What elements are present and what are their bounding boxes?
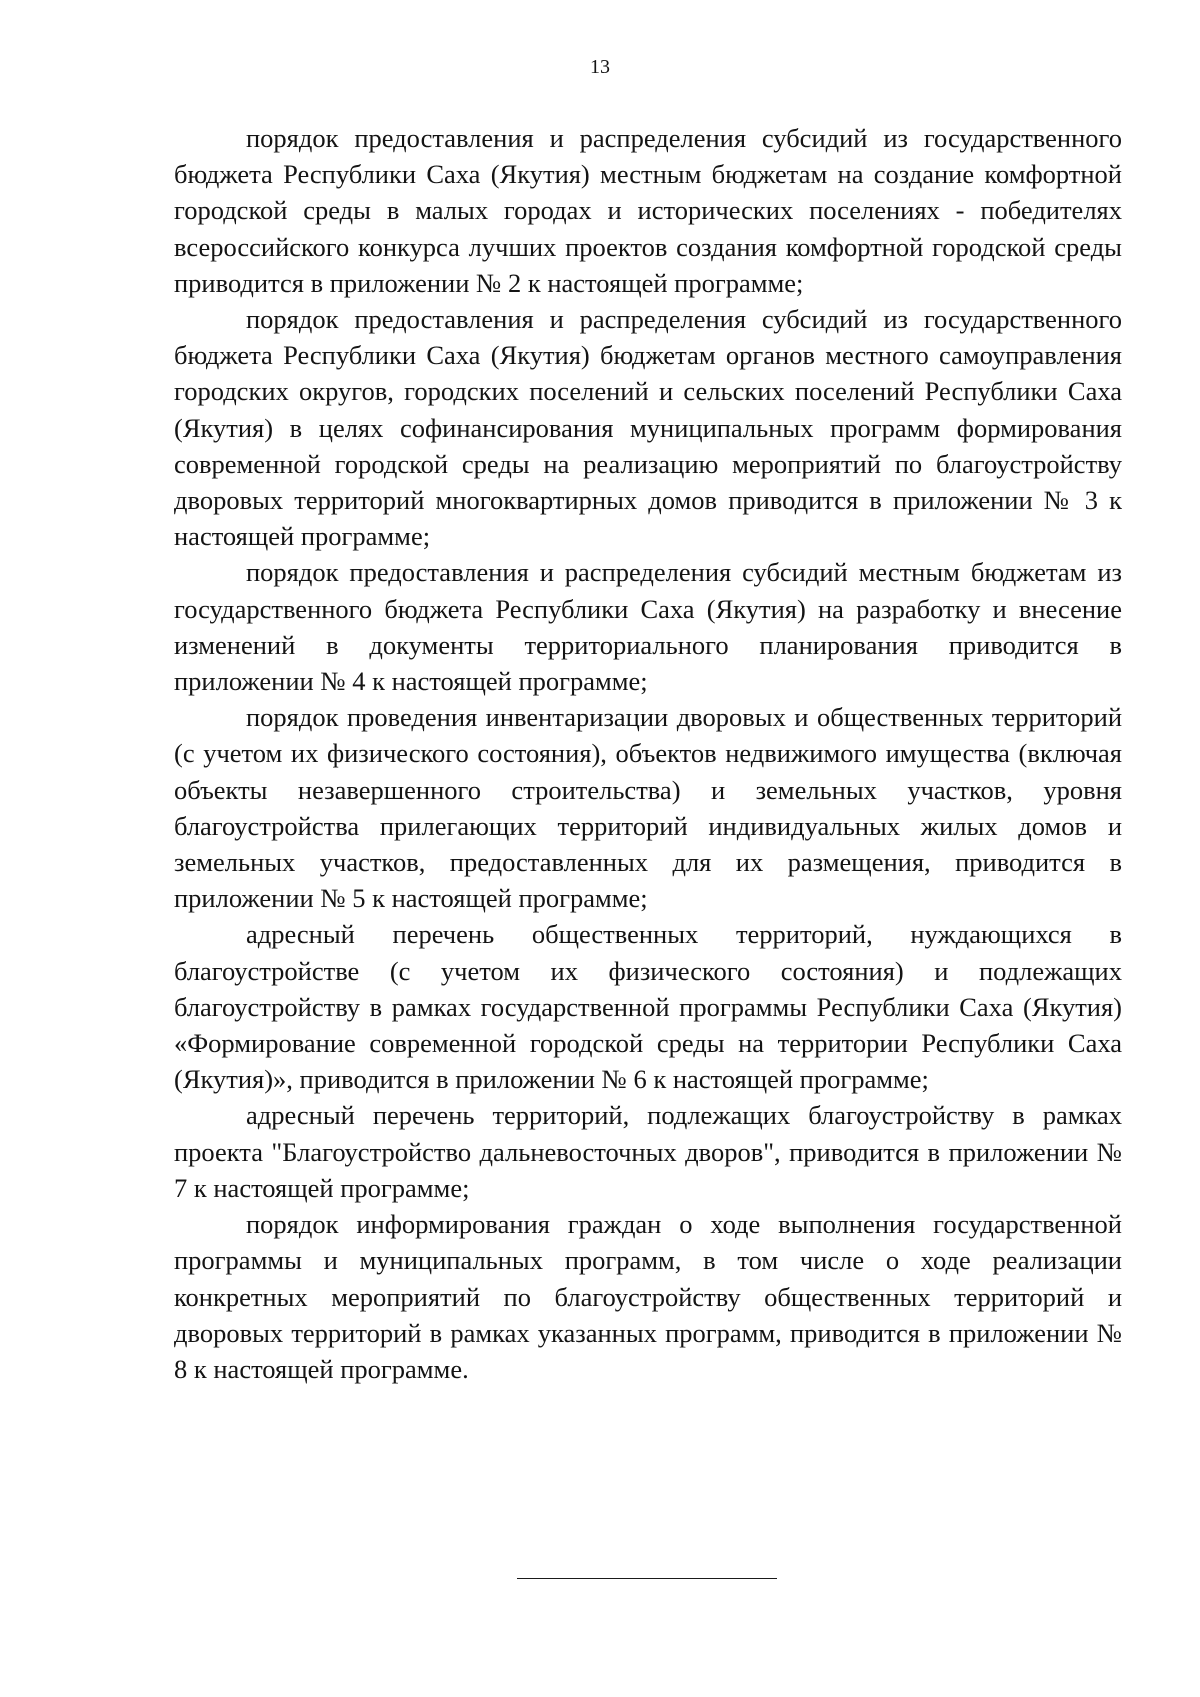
paragraph-appendix-5: порядок проведения инвентаризации дворовых и общественных территорий (с учетом их физического состояния), объектов недвижимого имущества (включая объекты незавершенного строительства) и земельных участков, уровня благоустройства прилегающих территорий индивидуальных жилых домов и земельных участков, предоставленных для их размещения, приводится в приложении № 5 к настоящей программе;: [174, 702, 1122, 914]
paragraph-appendix-3: порядок предоставления и распределения субсидий из государственного бюджета Республики Саха (Якутия) бюджетам органов местного самоуправления городских округов, городских поселений и сельских поселений Республики Саха (Якутия) в целях софинансирования муниципальных программ формирования современной городской среды на реализацию мероприятий по благоустройству дворовых территорий многоквартирных домов приводится в приложении № 3 к настоящей программе;: [174, 304, 1122, 552]
document-body: [174, 120, 1122, 1387]
end-of-document-rule: [517, 1578, 777, 1579]
paragraph-appendix-6: адресный перечень общественных территорий, нуждающихся в благоустройстве (с учетом их физического состояния) и подлежащих благоустройству в рамках государственной программы Республики Саха (Якутия) «Формирование современной городской среды на территории Республики Саха (Якутия)», приводится в приложении № 6 к настоящей программе;: [174, 919, 1122, 1095]
page-number: 13: [590, 56, 610, 78]
paragraph-appendix-8: порядок информирования граждан о ходе выполнения государственной программы и муниципальных программ, в том числе о ходе реализации конкретных мероприятий по благоустройству общественных территорий и дворовых территорий в рамках указанных программ, приводится в приложении № 8 к настоящей программе.: [174, 1209, 1122, 1384]
paragraph-appendix-4: порядок предоставления и распределения субсидий местным бюджетам из государственного бюджета Республики Саха (Якутия) на разработку и внесение изменений в документы территориального планирования приводится в приложении № 4 к настоящей программе;: [174, 557, 1122, 697]
paragraph-appendix-7: адресный перечень территорий, подлежащих благоустройству в рамках проекта "Благоустройство дальневосточных дворов", приводится в приложении № 7 к настоящей программе;: [174, 1100, 1122, 1203]
paragraph-appendix-2: порядок предоставления и распределения субсидий из государственного бюджета Республики Саха (Якутия) местным бюджетам на создание комфортной городской среды в малых городах и исторических поселениях - победителях всероссийского конкурса лучших проектов создания комфортной городской среды приводится в приложении № 2 к настоящей программе;: [174, 123, 1122, 298]
